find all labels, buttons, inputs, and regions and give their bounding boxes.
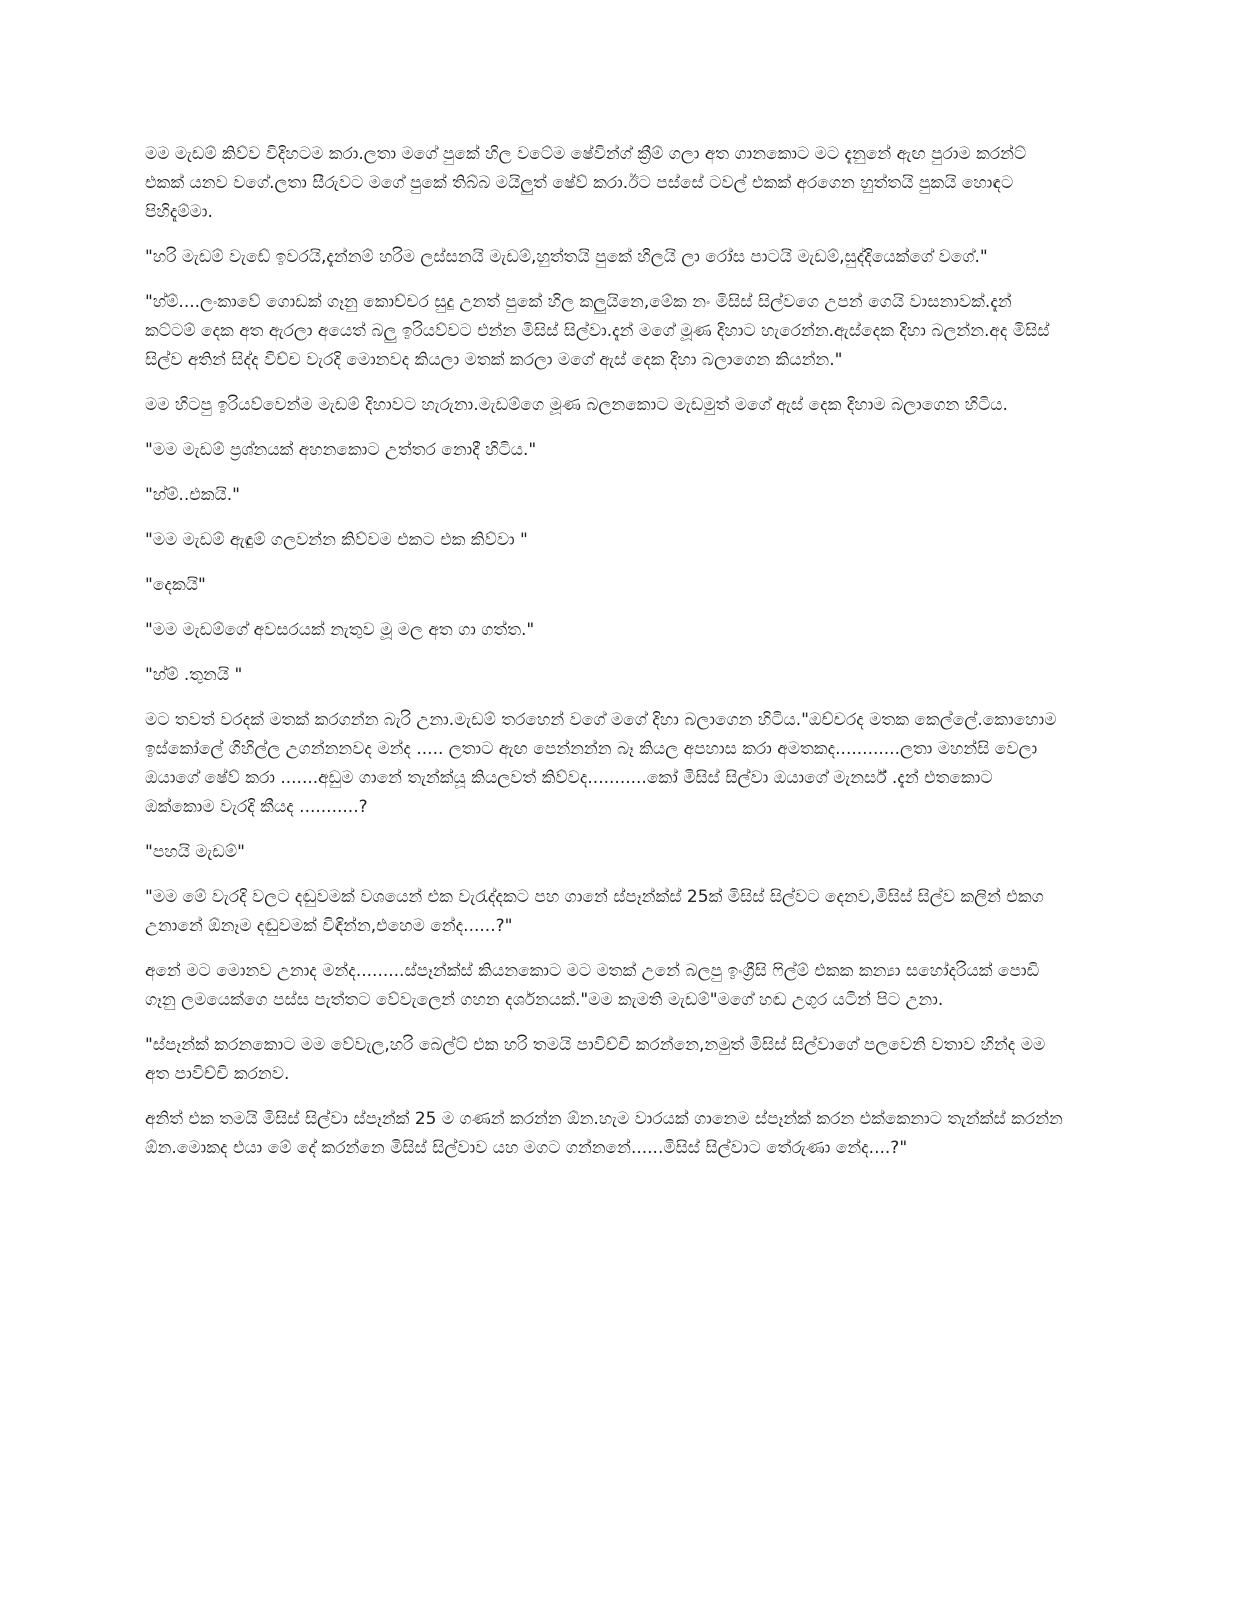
paragraph: මට තවත් වරදක් මතක් කරගන්න බැරි උනා.මැඩම් තරහෙන් වගේ මගේ දිහා බලාගෙන හිටිය."ඔච්චරද මතක කෙල්ලේ.කොහොම ඉස්කෝලේ ගිහිල්ල උගන්නනවද මන්ද ..... ලතාට ඇඟ පෙන්නන්න බෑ කියල අපහාස කරා අමතකද............ලතා මහන්සි වෙලා ඔයාගේ ෂේව් කරා .......අඩුම ගානේ තැන්ක්යූ කියලවත් කිව්වද...........කෝ මිසිස් සිල්වා ඔයාගේ මැනර්ස් .දැන් එතකොට ඔක්කොම වැරදි කීයද ...........? <box>145 710 1057 817</box>
paragraph: "හ්ම්..එකයි." <box>145 485 240 505</box>
paragraph: "මම මේ වැරදි වලට දඬුවමක් වශයෙන් එක වැරැද්දකට පහ ගානේ ස්පෑන්ක්ස් 25ක් මිසිස් සිල්වට දෙනව,මිසිස් සිල්ව කලින් එකග උනානේ ඕනෑම දඬුවමක් විඳින්න,එහෙම නේද......?" <box>145 887 1044 936</box>
paragraph: "හ්ම් .තුනයි " <box>145 665 243 685</box>
document-body <box>145 140 1067 1179</box>
paragraph: "ස්පෑන්ක් කරනකොට මම වේවැල,හරි බෙල්ට් එක හරි තමයි පාවිච්චි කරන්නෙ,නමුත් මිසිස් සිල්වාගේ පලවෙනි වතාව හින්ද මම අත පාවිච්චි කරනව. <box>145 1035 1046 1084</box>
paragraph: අනේ මට මොනව උනාද මන්ද.........ස්පෑන්ක්ස් කියනකොට මට මතක් උනේ බලපු ඉංග්‍රීසි ෆිල්ම් එකක කන්‍යා සහෝදරියක් පොඩි ගෑනු ලමයෙක්ගෙ පස්ස පැත්තට වේවැලෙන් ගහන දර්ශනයක්."මම කැමති මැඩම්"මගේ හඬ උගුර යටින් පිට උනා. <box>145 961 1040 1010</box>
paragraph: "මම මැඩම්ගේ අවසරයක් නැතුව මූ මල අත ගා ගත්ත." <box>145 620 535 640</box>
paragraph: "පහයි මැඩම්" <box>145 842 245 862</box>
paragraph: මම හිටපු ඉරියව්වෙන්ම මැඩම් දිහාවට හැරුනා.මැඩම්ගෙ මූණ බලනකොට මැඩමුත් මගේ ඇස් දෙක දිහාම බලාගෙන හිටිය. <box>145 395 1008 415</box>
paragraph: "දෙකයි" <box>145 575 206 595</box>
paragraph: "හරි මැඩම් වැඩේ ඉවරයි,දැන්නම් හරිම ලස්සනයි මැඩම්,හුත්තයි පුකේ හිලයි ලා රෝස පාටයි මැඩම්,සුද්දියෙක්ගේ වගේ." <box>145 247 988 267</box>
paragraph: "හ්ම්....ලංකාවේ ගොඩක් ගෑනු කොච්චර සුදු උනත් පුකේ හිල කලුයිනෙ,මේක නං මිසිස් සිල්වගෙ උපන් ගෙයි වාසනාවක්.දැන් කට්ටම් දෙක අත ඇරලා අයෙත් බලු ඉරියව්වට එන්න මිසිස් සිල්වා.දැන් මගේ මූණ දිහාට හැරෙන්න.ඇස්දෙක දිහා බලන්න.අද මිසිස් සිල්ව අතින් සිද්ද විච්ච වැරදි මොනවද කියලා මතක් කරලා මගේ ඇස් දෙක දිහා බලාගෙන කියන්න." <box>145 292 1050 370</box>
paragraph: "මම මැඩම් ඇඳුම් ගලවන්න කිව්වම එකට එක කිව්වා " <box>145 530 528 550</box>
paragraph: අනිත් එක තමයි මිසිස් සිල්වා ස්පෑන්ක් 25 ම ගණන් කරන්න ඕන.හැම වාරයක් ගානෙම ස්පෑන්ක් කරන එක්කෙනාට තැන්ක්ස් කරන්න ඕන.මොකද එයා මේ දේ කරන්නෙ මිසිස් සිල්වාව යහ මගට ගන්නනේ......මිසිස් සිල්වාට තේරුණා නේද....?" <box>145 1109 1063 1158</box>
paragraph: "මම මැඩම් ප්‍රශ්නයක් අහනකොට උත්තර නොදී හිටිය." <box>145 440 537 460</box>
paragraph: මම මැඩම් කිව්ව විදිහටම කරා.ලතා මගේ පුකේ හිල වටේම ෂේවින්ග් ක්‍රීම් ගලා අත ගානකොට මට දැනුනේ ඇඟ පුරාම කරන්ට් එකක් යනව වගේ.ලතා සීරුවට මගේ පුකේ තිබ්බ මයිලුත් ෂේව් කරා.ඊට පස්සේ ටවල් එකක් අරගෙන හුත්තයි පුකයි හොඳට පිහිදැම්මා. <box>145 144 1027 222</box>
